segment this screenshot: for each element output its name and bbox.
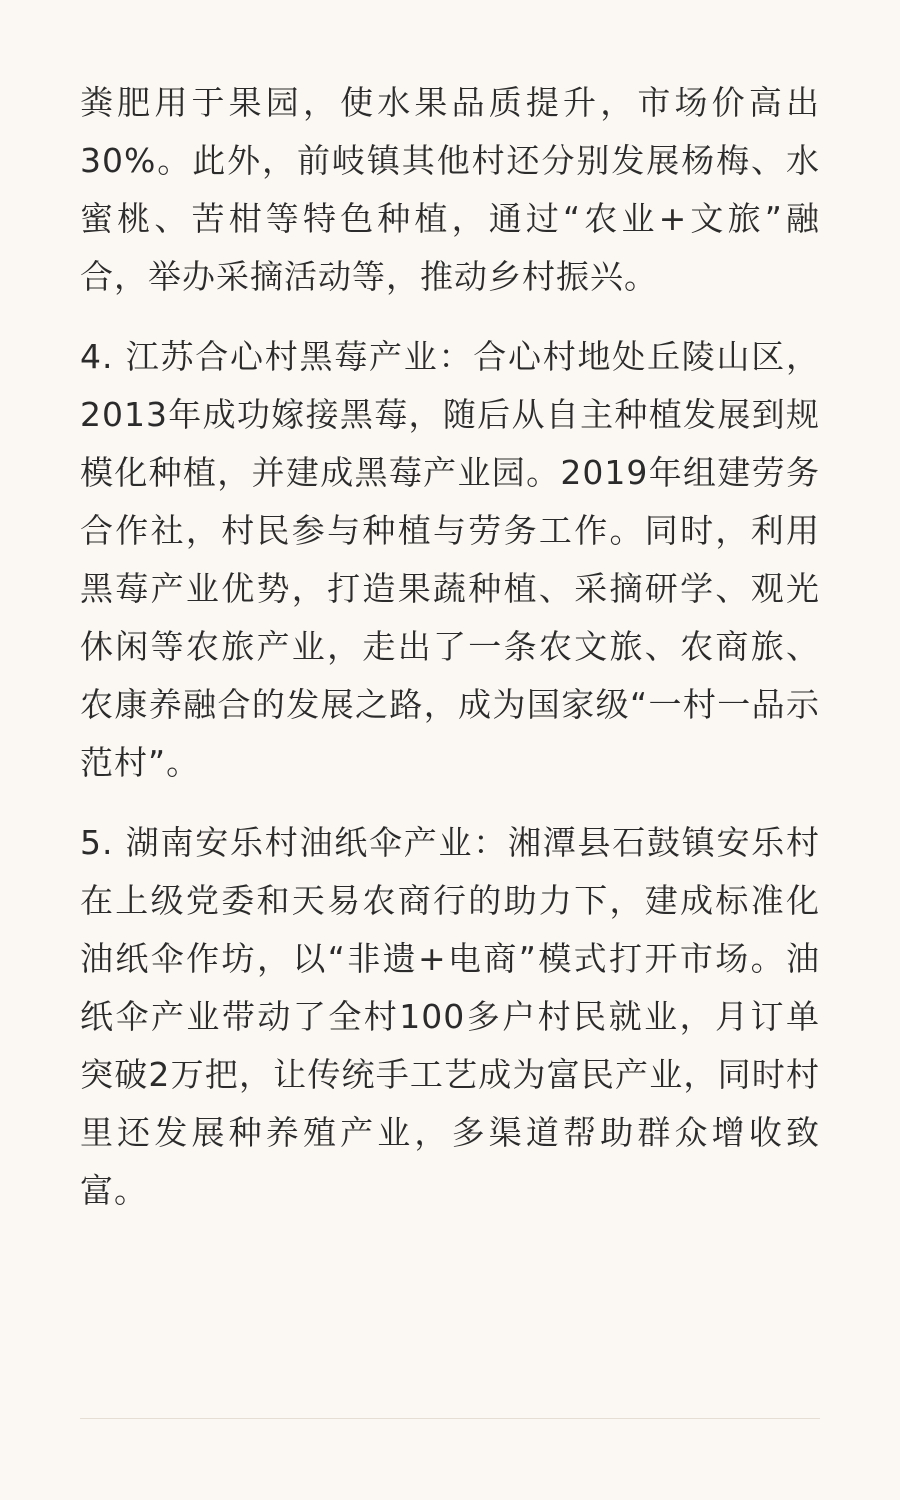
- footer-divider: [80, 1418, 820, 1419]
- paragraph-intro-continued: 粪肥用于果园，使水果品质提升，市场价高出30%。此外，前岐镇其他村还分别发展杨梅、水蜜桃、苦柑等特色种植，通过“农业+文旅”融合，举办采摘活动等，推动乡村振兴。: [80, 83, 820, 296]
- paragraph-jiangsu-hexin-blackberry: 4. 江苏合心村黑莓产业：合心村地处丘陵山区，2013年成功嫁接黑莓，随后从自主种植发展到规模化种植，并建成黑莓产业园。2019年组建劳务合作社，村民参与种植与劳务工作。同时，利用黑莓产业优势，打造果蔬种植、采摘研学、观光休闲等农旅产业，走出了一条农文旅、农商旅、农康养融合的发展之路，成为国家级“一村一品示范村”。: [80, 337, 820, 782]
- paragraph-hunan-anle-oilpaper-umbrella: 5. 湖南安乐村油纸伞产业：湘潭县石鼓镇安乐村在上级党委和天易农商行的助力下，建成标准化油纸伞作坊，以“非遗+电商”模式打开市场。油纸伞产业带动了全村100多户村民就业，月订单突破2万把，让传统手工艺成为富民产业，同时村里还发展种养殖产业，多渠道帮助群众增收致富。: [80, 823, 820, 1210]
- article-body: [80, 74, 820, 1242]
